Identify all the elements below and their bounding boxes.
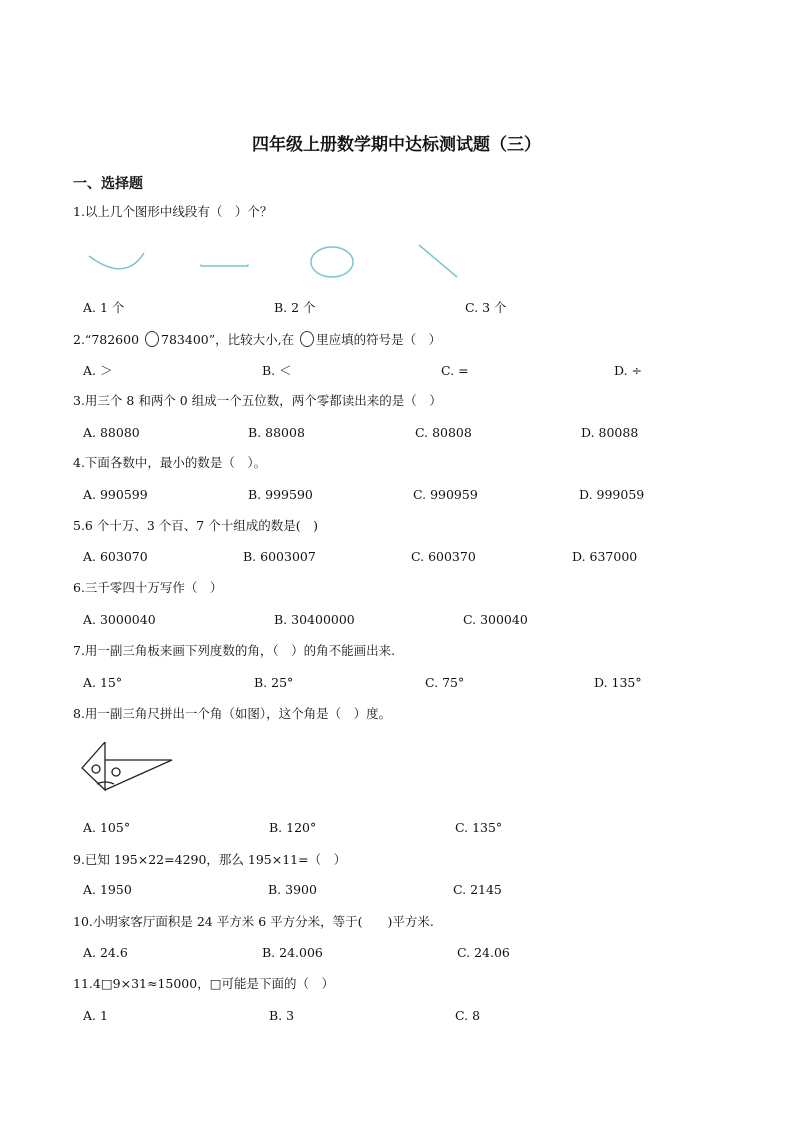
question-10: 10.小明家客厅面积是 24 平方米 6 平方分米，等于( )平方米. xyxy=(73,914,434,929)
q4-option-a[interactable]: A. 990599 xyxy=(83,487,148,502)
q5-option-b[interactable]: B. 6003007 xyxy=(243,549,316,564)
page-title: 四年级上册数学期中达标测试题（三） xyxy=(252,135,541,155)
q4-option-c[interactable]: C. 990959 xyxy=(413,487,478,502)
curve-figure xyxy=(89,253,144,269)
question-text: 783400”，比较大小,在 xyxy=(161,332,299,347)
q9-option-a[interactable]: A. 1950 xyxy=(83,882,132,897)
q3-option-c[interactable]: C. 80808 xyxy=(415,425,472,440)
question-11: 11.4□9×31≈15000，□可能是下面的（ ） xyxy=(73,976,335,991)
question-8: 8.用一副三角尺拼出一个角（如图），这个角是（ ）度。 xyxy=(73,706,392,721)
q4-option-d[interactable]: D. 999059 xyxy=(579,487,645,502)
section-heading: 一、选择题 xyxy=(73,176,143,192)
q1-figures xyxy=(80,238,480,283)
slanted-segment-figure xyxy=(419,245,457,277)
q2-option-a[interactable]: A. ＞ xyxy=(83,363,113,378)
q1-option-b[interactable]: B. 2 个 xyxy=(274,300,316,315)
blank-circle-icon xyxy=(300,331,314,347)
q5-option-c[interactable]: C. 600370 xyxy=(411,549,476,564)
triangle-rulers-figure xyxy=(78,738,178,798)
q11-option-c[interactable]: C. 8 xyxy=(455,1008,481,1023)
question-4: 4.下面各数中，最小的数是（ ）。 xyxy=(73,455,267,470)
q2-option-c[interactable]: C. = xyxy=(441,363,469,378)
question-2 xyxy=(73,331,441,348)
ellipse-figure xyxy=(311,247,353,277)
q1-option-c[interactable]: C. 3 个 xyxy=(465,300,507,315)
q5-option-d[interactable]: D. 637000 xyxy=(572,549,638,564)
q3-option-b[interactable]: B. 88008 xyxy=(248,425,305,440)
question-9: 9.已知 195×22=4290，那么 195×11=（ ） xyxy=(73,852,347,867)
q10-option-a[interactable]: A. 24.6 xyxy=(83,945,128,960)
q7-option-b[interactable]: B. 25° xyxy=(254,675,294,690)
q3-option-a[interactable]: A. 88080 xyxy=(83,425,140,440)
q4-option-b[interactable]: B. 999590 xyxy=(248,487,313,502)
q6-option-a[interactable]: A. 3000040 xyxy=(83,612,156,627)
question-5: 5.6 个十万、3 个百、7 个十组成的数是( ) xyxy=(73,518,318,533)
q11-option-b[interactable]: B. 3 xyxy=(269,1008,295,1023)
question-7: 7.用一副三角板来画下列度数的角，（ ）的角不能画出来. xyxy=(73,643,396,658)
q7-option-a[interactable]: A. 15° xyxy=(83,675,123,690)
q7-option-d[interactable]: D. 135° xyxy=(594,675,642,690)
question-3: 3.用三个 8 和两个 0 组成一个五位数，两个零都读出来的是（ ） xyxy=(73,393,442,408)
q7-option-c[interactable]: C. 75° xyxy=(425,675,465,690)
question-6: 6.三千零四十万写作（ ） xyxy=(73,580,223,595)
q8-option-b[interactable]: B. 120° xyxy=(269,820,317,835)
q10-option-b[interactable]: B. 24.006 xyxy=(262,945,323,960)
q10-option-c[interactable]: C. 24.06 xyxy=(457,945,510,960)
q8-option-a[interactable]: A. 105° xyxy=(83,820,131,835)
q11-option-a[interactable]: A. 1 xyxy=(83,1008,108,1023)
question-text: 里应填的符号是（ ） xyxy=(316,332,442,347)
q6-option-b[interactable]: B. 30400000 xyxy=(274,612,355,627)
q5-option-a[interactable]: A. 603070 xyxy=(83,549,148,564)
q2-option-d[interactable]: D. ÷ xyxy=(614,363,642,378)
q6-option-c[interactable]: C. 300040 xyxy=(463,612,528,627)
q8-option-c[interactable]: C. 135° xyxy=(455,820,503,835)
blank-circle-icon xyxy=(145,331,159,347)
q3-option-d[interactable]: D. 80088 xyxy=(581,425,639,440)
q2-option-b[interactable]: B. ＜ xyxy=(262,363,292,378)
q9-option-c[interactable]: C. 2145 xyxy=(453,882,502,897)
q1-option-a[interactable]: A. 1 个 xyxy=(83,300,125,315)
q9-option-b[interactable]: B. 3900 xyxy=(268,882,317,897)
question-1: 1.以上几个图形中线段有（ ）个？ xyxy=(73,204,273,219)
question-text: 2.“782600 xyxy=(73,332,144,347)
